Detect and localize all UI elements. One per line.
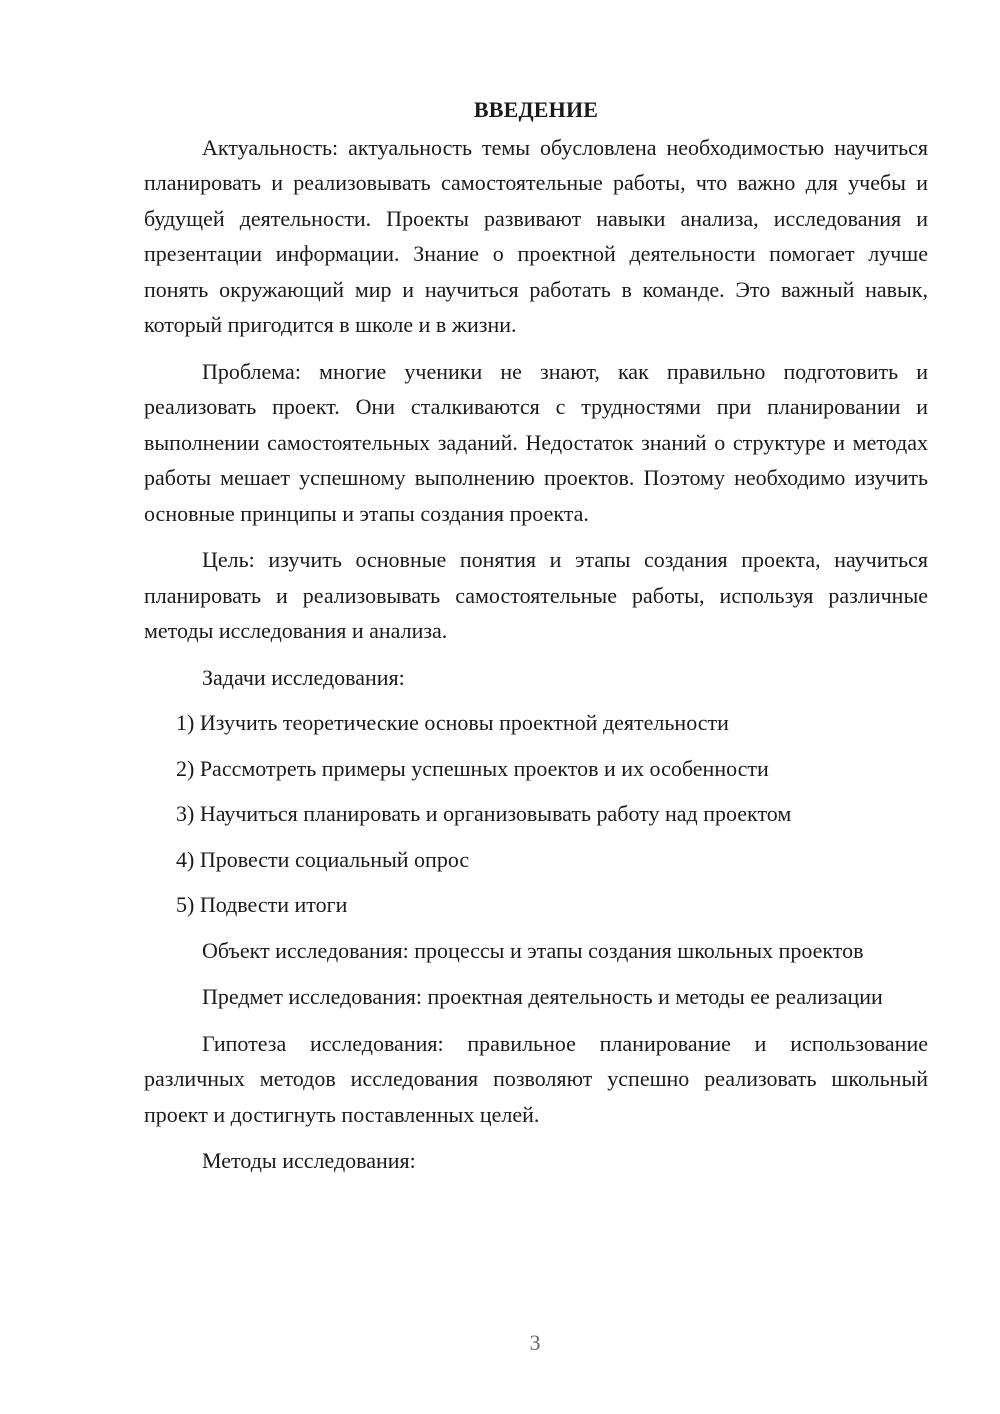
methods-title: Методы исследования: — [202, 1148, 416, 1173]
task-item-5: 5) Подвести итоги — [176, 892, 348, 917]
page-number: 3 — [529, 1330, 541, 1355]
tasks-title: Задачи исследования: — [202, 664, 405, 690]
task-item-2: 2) Рассмотреть примеры успешных проектов и их особенности — [176, 755, 769, 781]
task-item-4: 4) Провести социальный опрос — [176, 846, 470, 872]
task-item-1: 1) Изучить теоретические основы проектной деятельности — [176, 710, 729, 735]
section-heading: ВВЕДЕНИЕ — [473, 97, 599, 122]
tasks-list — [144, 705, 928, 923]
object-paragraph: Объект исследования: процессы и этапы создания школьных проектов — [202, 937, 864, 963]
relevance-paragraph: Актуальность: актуальность темы обусловлена необходимостью научиться планировать и реализовывать самостоятельные работы, что важно для учебы и будущей деятельности. Проекты развивают навыки анализа, исследования и презентации информации. Знание о проектной деятельности помогает лучше понять окружающий мир и научиться работать в команде. Это важный навык, который пригодится в школе и в жизни. — [144, 134, 928, 337]
page-content — [144, 92, 928, 1189]
subject-paragraph: Предмет исследования: проектная деятельность и методы ее реализации — [202, 984, 883, 1009]
problem-paragraph: Проблема: многие ученики не знают, как правильно подготовить и реализовать проект. Они сталкиваются с трудностями при планировании и выполнении самостоятельных заданий. Недостаток знаний о структуре и методах работы мешает успешному выполнению проектов. Поэтому необходимо изучить основные принципы и этапы создания проекта. — [144, 358, 928, 526]
goal-paragraph: Цель: изучить основные понятия и этапы создания проекта, научиться планировать и реализовывать самостоятельные работы, используя различные методы исследования и анализа. — [144, 547, 928, 643]
hypothesis-paragraph: Гипотеза исследования: правильное планирование и использование различных методов исследования позволяют успешно реализовать школьный проект и достигнуть поставленных целей. — [144, 1030, 928, 1127]
task-item-3: 3) Научиться планировать и организовывать работу над проектом — [176, 801, 792, 826]
